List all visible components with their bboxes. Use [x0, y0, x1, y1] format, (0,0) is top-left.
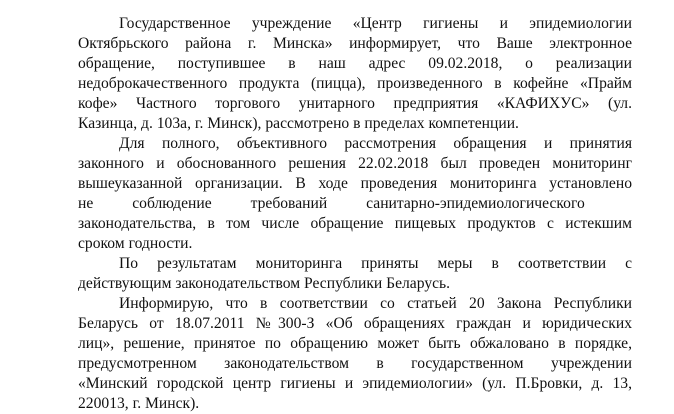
- text-line: недоброкачественного продукта (пицца), произведенного в кофейне «Прайм: [78, 75, 632, 92]
- text-line: 220013, г. Минск).: [78, 395, 200, 412]
- text-line: не соблюдение требований санитарно-эпидемиологического: [78, 195, 585, 212]
- text-line: Казинца, д. 103а, г. Минск), рассмотрено в пределах компетенции.: [78, 115, 519, 132]
- text-line: кофе» Частного торгового унитарного предприятия «КАФИХУС» (ул.: [78, 95, 632, 112]
- text-line: законодательства, в том числе обращение пищевых продуктов с истекшим: [78, 215, 632, 232]
- text-line: «Минский городской центр гигиены и эпидемиологии» (ул. П.Бровки, д. 13,: [78, 375, 632, 392]
- text-line: Информирую, что в соответствии со статьей 20 Закона Республики: [119, 295, 632, 312]
- text-line: предусмотренном законодательством в государственном учреждении: [78, 355, 632, 372]
- text-line: вышеуказанной организации. В ходе проведения мониторинга установлено: [78, 175, 632, 192]
- text-line: обращение, поступившее в наш адрес 09.02.2018, о реализации: [78, 55, 632, 72]
- text-line: законного и обоснованного решения 22.02.2018 был проведен мониторинг: [78, 155, 632, 172]
- text-line: По результатам мониторинга приняты меры в соответствии с: [119, 255, 632, 272]
- text-line: Государственное учреждение «Центр гигиены и эпидемиологии: [119, 15, 632, 32]
- text-line: Для полного, объективного рассмотрения обращения и принятия: [119, 135, 632, 152]
- text-line: сроком годности.: [78, 235, 193, 252]
- text-line: Октябрьского района г. Минска» информирует, что Ваше электронное: [78, 35, 632, 52]
- text-line: Беларусь от 18.07.2011 №300-З «Об обращениях граждан и юридических: [78, 315, 632, 332]
- text-line: лиц», решение, принятое по обращению может быть обжаловано в порядке,: [78, 335, 632, 352]
- text-line: действующим законодательством Республики Беларусь.: [78, 275, 451, 292]
